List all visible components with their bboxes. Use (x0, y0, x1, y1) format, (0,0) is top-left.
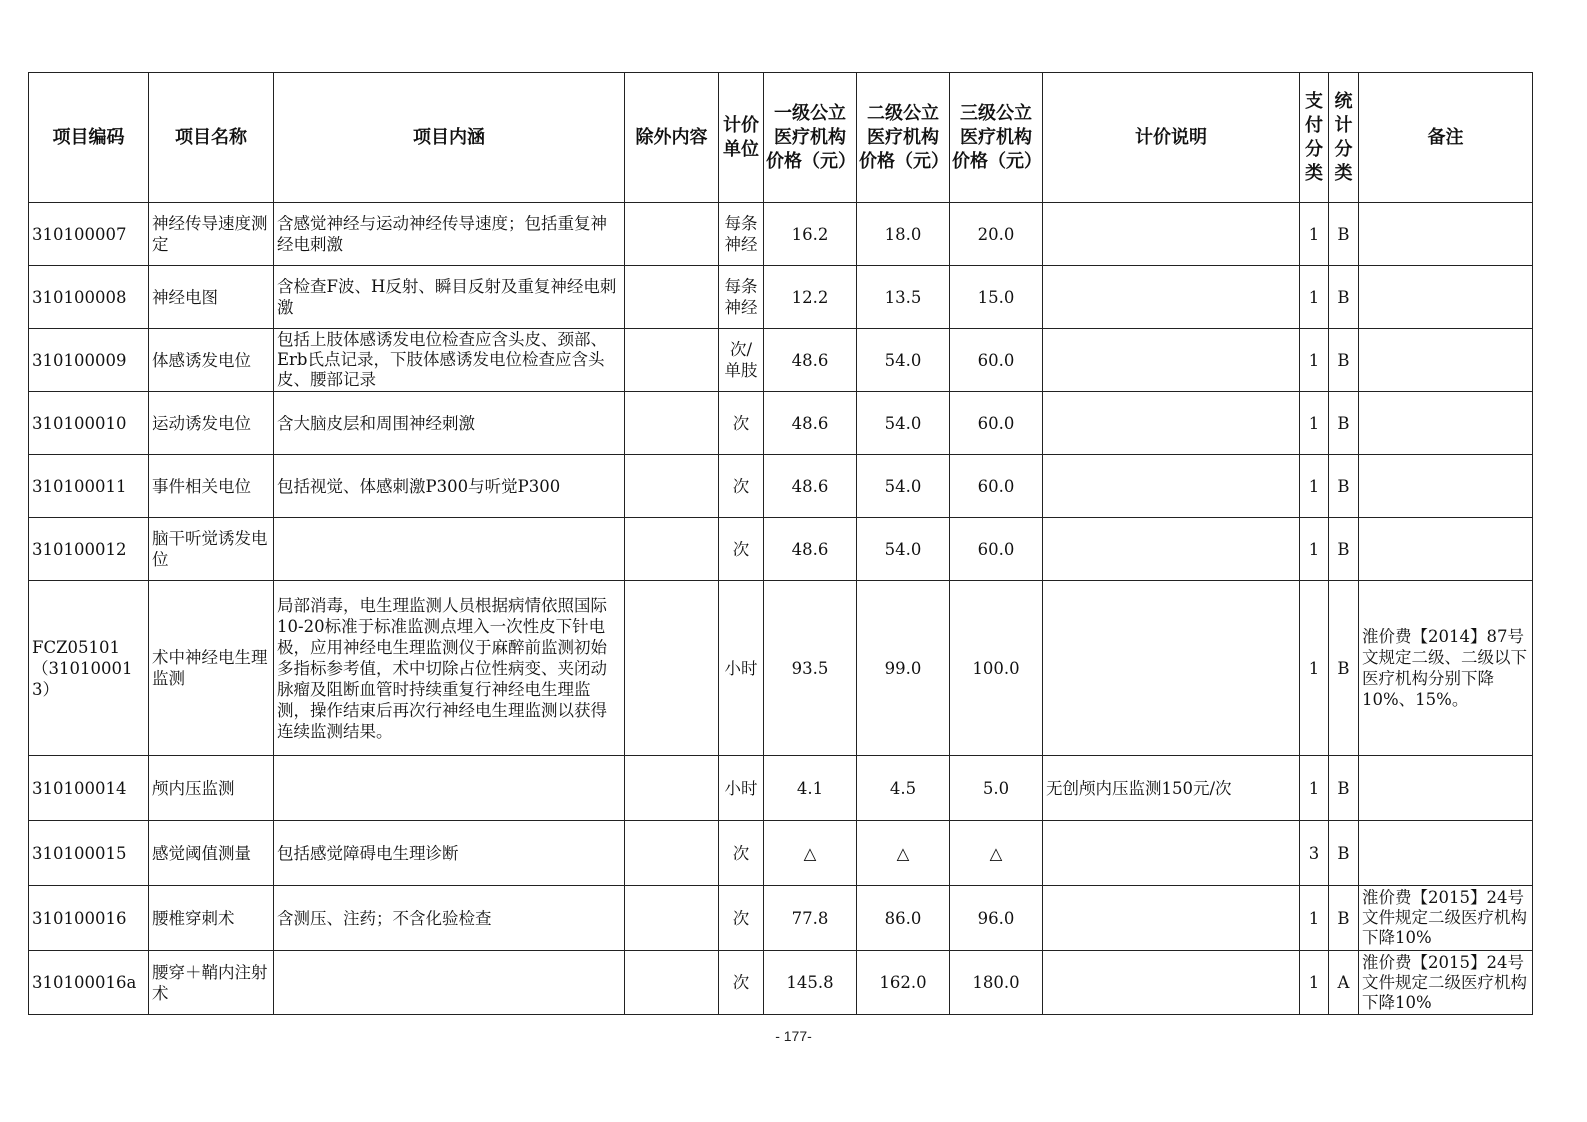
cell-price-level1: △ (764, 821, 857, 886)
cell-payment-class: 1 (1300, 455, 1329, 518)
cell-price-level2: 99.0 (857, 581, 950, 756)
cell-name: 腰穿＋鞘内注射术 (149, 951, 274, 1015)
table-row (29, 329, 1533, 392)
cell-price-level3: 96.0 (950, 886, 1043, 951)
header-price-level1: 一级公立医疗机构价格（元） (764, 73, 857, 203)
cell-remarks: 淮价费【2014】87号文规定二级、二级以下医疗机构分别下降10%、15%。 (1359, 581, 1533, 756)
cell-price-level2: 54.0 (857, 392, 950, 455)
cell-exclusions (625, 886, 719, 951)
cell-stat-class: B (1329, 518, 1359, 581)
cell-remarks: 淮价费【2015】24号文件规定二级医疗机构下降10% (1359, 886, 1533, 951)
cell-name: 颅内压监测 (149, 756, 274, 821)
cell-stat-class: B (1329, 455, 1359, 518)
cell-unit: 次 (719, 821, 764, 886)
table-row (29, 518, 1533, 581)
cell-price-level1: 4.1 (764, 756, 857, 821)
table-row (29, 821, 1533, 886)
cell-remarks (1359, 266, 1533, 329)
cell-name: 事件相关电位 (149, 455, 274, 518)
cell-pricing-note (1043, 329, 1300, 392)
cell-payment-class: 1 (1300, 886, 1329, 951)
cell-payment-class: 1 (1300, 581, 1329, 756)
cell-code: 310100011 (29, 455, 149, 518)
cell-price-level3: 60.0 (950, 392, 1043, 455)
header-stat-class: 统计分类 (1329, 73, 1359, 203)
table-row (29, 581, 1533, 756)
cell-payment-class: 1 (1300, 392, 1329, 455)
table-header-row (29, 73, 1533, 203)
cell-price-level2: 4.5 (857, 756, 950, 821)
cell-remarks (1359, 821, 1533, 886)
cell-payment-class: 1 (1300, 951, 1329, 1015)
cell-payment-class: 1 (1300, 203, 1329, 266)
table-row (29, 886, 1533, 951)
cell-exclusions (625, 951, 719, 1015)
table-row (29, 951, 1533, 1015)
cell-price-level2: 86.0 (857, 886, 950, 951)
cell-exclusions (625, 518, 719, 581)
table-row (29, 455, 1533, 518)
cell-name: 神经传导速度测定 (149, 203, 274, 266)
header-content: 项目内涵 (274, 73, 625, 203)
cell-remarks (1359, 392, 1533, 455)
cell-content: 包括感觉障碍电生理诊断 (274, 821, 625, 886)
cell-stat-class: B (1329, 821, 1359, 886)
header-pricing-note: 计价说明 (1043, 73, 1300, 203)
cell-price-level3: 15.0 (950, 266, 1043, 329)
cell-pricing-note (1043, 392, 1300, 455)
cell-stat-class: B (1329, 203, 1359, 266)
cell-price-level3: 60.0 (950, 518, 1043, 581)
cell-price-level3: 60.0 (950, 329, 1043, 392)
cell-name: 腰椎穿刺术 (149, 886, 274, 951)
cell-name: 感觉阈值测量 (149, 821, 274, 886)
header-name: 项目名称 (149, 73, 274, 203)
cell-name: 体感诱发电位 (149, 329, 274, 392)
cell-price-level3: 180.0 (950, 951, 1043, 1015)
cell-price-level3: 20.0 (950, 203, 1043, 266)
cell-name: 脑干听觉诱发电位 (149, 518, 274, 581)
cell-stat-class: B (1329, 329, 1359, 392)
cell-payment-class: 3 (1300, 821, 1329, 886)
cell-pricing-note (1043, 518, 1300, 581)
cell-content: 含测压、注药；不含化验检查 (274, 886, 625, 951)
cell-price-level2: 162.0 (857, 951, 950, 1015)
cell-code: 310100012 (29, 518, 149, 581)
cell-unit: 小时 (719, 756, 764, 821)
header-code: 项目编码 (29, 73, 149, 203)
header-exclusions: 除外内容 (625, 73, 719, 203)
cell-exclusions (625, 581, 719, 756)
cell-stat-class: A (1329, 951, 1359, 1015)
cell-stat-class: B (1329, 886, 1359, 951)
cell-code: 310100016a (29, 951, 149, 1015)
cell-content: 含检查F波、H反射、瞬目反射及重复神经电刺激 (274, 266, 625, 329)
cell-stat-class: B (1329, 581, 1359, 756)
cell-code: 310100009 (29, 329, 149, 392)
cell-price-level2: 18.0 (857, 203, 950, 266)
cell-exclusions (625, 203, 719, 266)
cell-stat-class: B (1329, 756, 1359, 821)
cell-unit: 每条神经 (719, 266, 764, 329)
header-payment-class: 支付分类 (1300, 73, 1329, 203)
cell-payment-class: 1 (1300, 329, 1329, 392)
cell-exclusions (625, 266, 719, 329)
cell-payment-class: 1 (1300, 518, 1329, 581)
cell-price-level1: 93.5 (764, 581, 857, 756)
cell-exclusions (625, 329, 719, 392)
cell-content: 包括视觉、体感刺激P300与听觉P300 (274, 455, 625, 518)
pricing-table (28, 72, 1533, 1015)
cell-pricing-note (1043, 951, 1300, 1015)
cell-exclusions (625, 455, 719, 518)
cell-name: 运动诱发电位 (149, 392, 274, 455)
cell-remarks: 淮价费【2015】24号文件规定二级医疗机构下降10% (1359, 951, 1533, 1015)
cell-content (274, 951, 625, 1015)
cell-remarks (1359, 756, 1533, 821)
cell-price-level1: 48.6 (764, 329, 857, 392)
cell-content: 局部消毒，电生理监测人员根据病情依照国际10-20标准于标准监测点埋入一次性皮下针电极，应用神经电生理监测仪于麻醉前监测初始多指标参考值，术中切除占位性病变、夹闭动脉瘤及阻断血管时持续重复行神经电生理监测，操作结束后再次行神经电生理监测以获得连续监测结果。 (274, 581, 625, 756)
cell-exclusions (625, 392, 719, 455)
cell-pricing-note (1043, 266, 1300, 329)
cell-payment-class: 1 (1300, 756, 1329, 821)
cell-payment-class: 1 (1300, 266, 1329, 329)
cell-unit: 次 (719, 392, 764, 455)
cell-price-level1: 48.6 (764, 518, 857, 581)
cell-price-level2: 54.0 (857, 518, 950, 581)
cell-price-level1: 48.6 (764, 392, 857, 455)
header-price-level3: 三级公立医疗机构价格（元） (950, 73, 1043, 203)
cell-price-level3: △ (950, 821, 1043, 886)
cell-name: 神经电图 (149, 266, 274, 329)
cell-price-level1: 12.2 (764, 266, 857, 329)
table-row (29, 203, 1533, 266)
cell-unit: 次/单肢 (719, 329, 764, 392)
cell-code: 310100015 (29, 821, 149, 886)
cell-content (274, 756, 625, 821)
cell-unit: 次 (719, 951, 764, 1015)
cell-pricing-note (1043, 581, 1300, 756)
cell-price-level2: △ (857, 821, 950, 886)
cell-unit: 每条神经 (719, 203, 764, 266)
cell-code: 310100008 (29, 266, 149, 329)
cell-unit: 次 (719, 455, 764, 518)
cell-price-level2: 13.5 (857, 266, 950, 329)
cell-price-level1: 16.2 (764, 203, 857, 266)
cell-remarks (1359, 518, 1533, 581)
header-remarks: 备注 (1359, 73, 1533, 203)
cell-name: 术中神经电生理监测 (149, 581, 274, 756)
table-row (29, 392, 1533, 455)
cell-content: 包括上肢体感诱发电位检查应含头皮、颈部、Erb氏点记录，下肢体感诱发电位检查应含头皮、腰部记录 (274, 329, 625, 392)
cell-stat-class: B (1329, 266, 1359, 329)
cell-exclusions (625, 756, 719, 821)
cell-stat-class: B (1329, 392, 1359, 455)
cell-code: 310100010 (29, 392, 149, 455)
cell-remarks (1359, 455, 1533, 518)
cell-content: 含大脑皮层和周围神经刺激 (274, 392, 625, 455)
cell-price-level3: 60.0 (950, 455, 1043, 518)
cell-code: 310100014 (29, 756, 149, 821)
cell-pricing-note (1043, 886, 1300, 951)
cell-exclusions (625, 821, 719, 886)
table-row (29, 266, 1533, 329)
cell-unit: 小时 (719, 581, 764, 756)
cell-price-level2: 54.0 (857, 455, 950, 518)
cell-pricing-note (1043, 821, 1300, 886)
cell-remarks (1359, 203, 1533, 266)
table-row (29, 756, 1533, 821)
cell-pricing-note: 无创颅内压监测150元/次 (1043, 756, 1300, 821)
header-unit: 计价单位 (719, 73, 764, 203)
cell-price-level3: 100.0 (950, 581, 1043, 756)
cell-code: FCZ05101（310100013） (29, 581, 149, 756)
cell-price-level3: 5.0 (950, 756, 1043, 821)
cell-unit: 次 (719, 518, 764, 581)
page-number: - 177- (775, 1028, 812, 1044)
cell-code: 310100016 (29, 886, 149, 951)
cell-price-level2: 54.0 (857, 329, 950, 392)
cell-price-level1: 48.6 (764, 455, 857, 518)
cell-content: 含感觉神经与运动神经传导速度；包括重复神经电刺激 (274, 203, 625, 266)
cell-price-level1: 145.8 (764, 951, 857, 1015)
header-price-level2: 二级公立医疗机构价格（元） (857, 73, 950, 203)
cell-code: 310100007 (29, 203, 149, 266)
cell-pricing-note (1043, 203, 1300, 266)
cell-pricing-note (1043, 455, 1300, 518)
cell-price-level1: 77.8 (764, 886, 857, 951)
cell-unit: 次 (719, 886, 764, 951)
cell-remarks (1359, 329, 1533, 392)
cell-content (274, 518, 625, 581)
